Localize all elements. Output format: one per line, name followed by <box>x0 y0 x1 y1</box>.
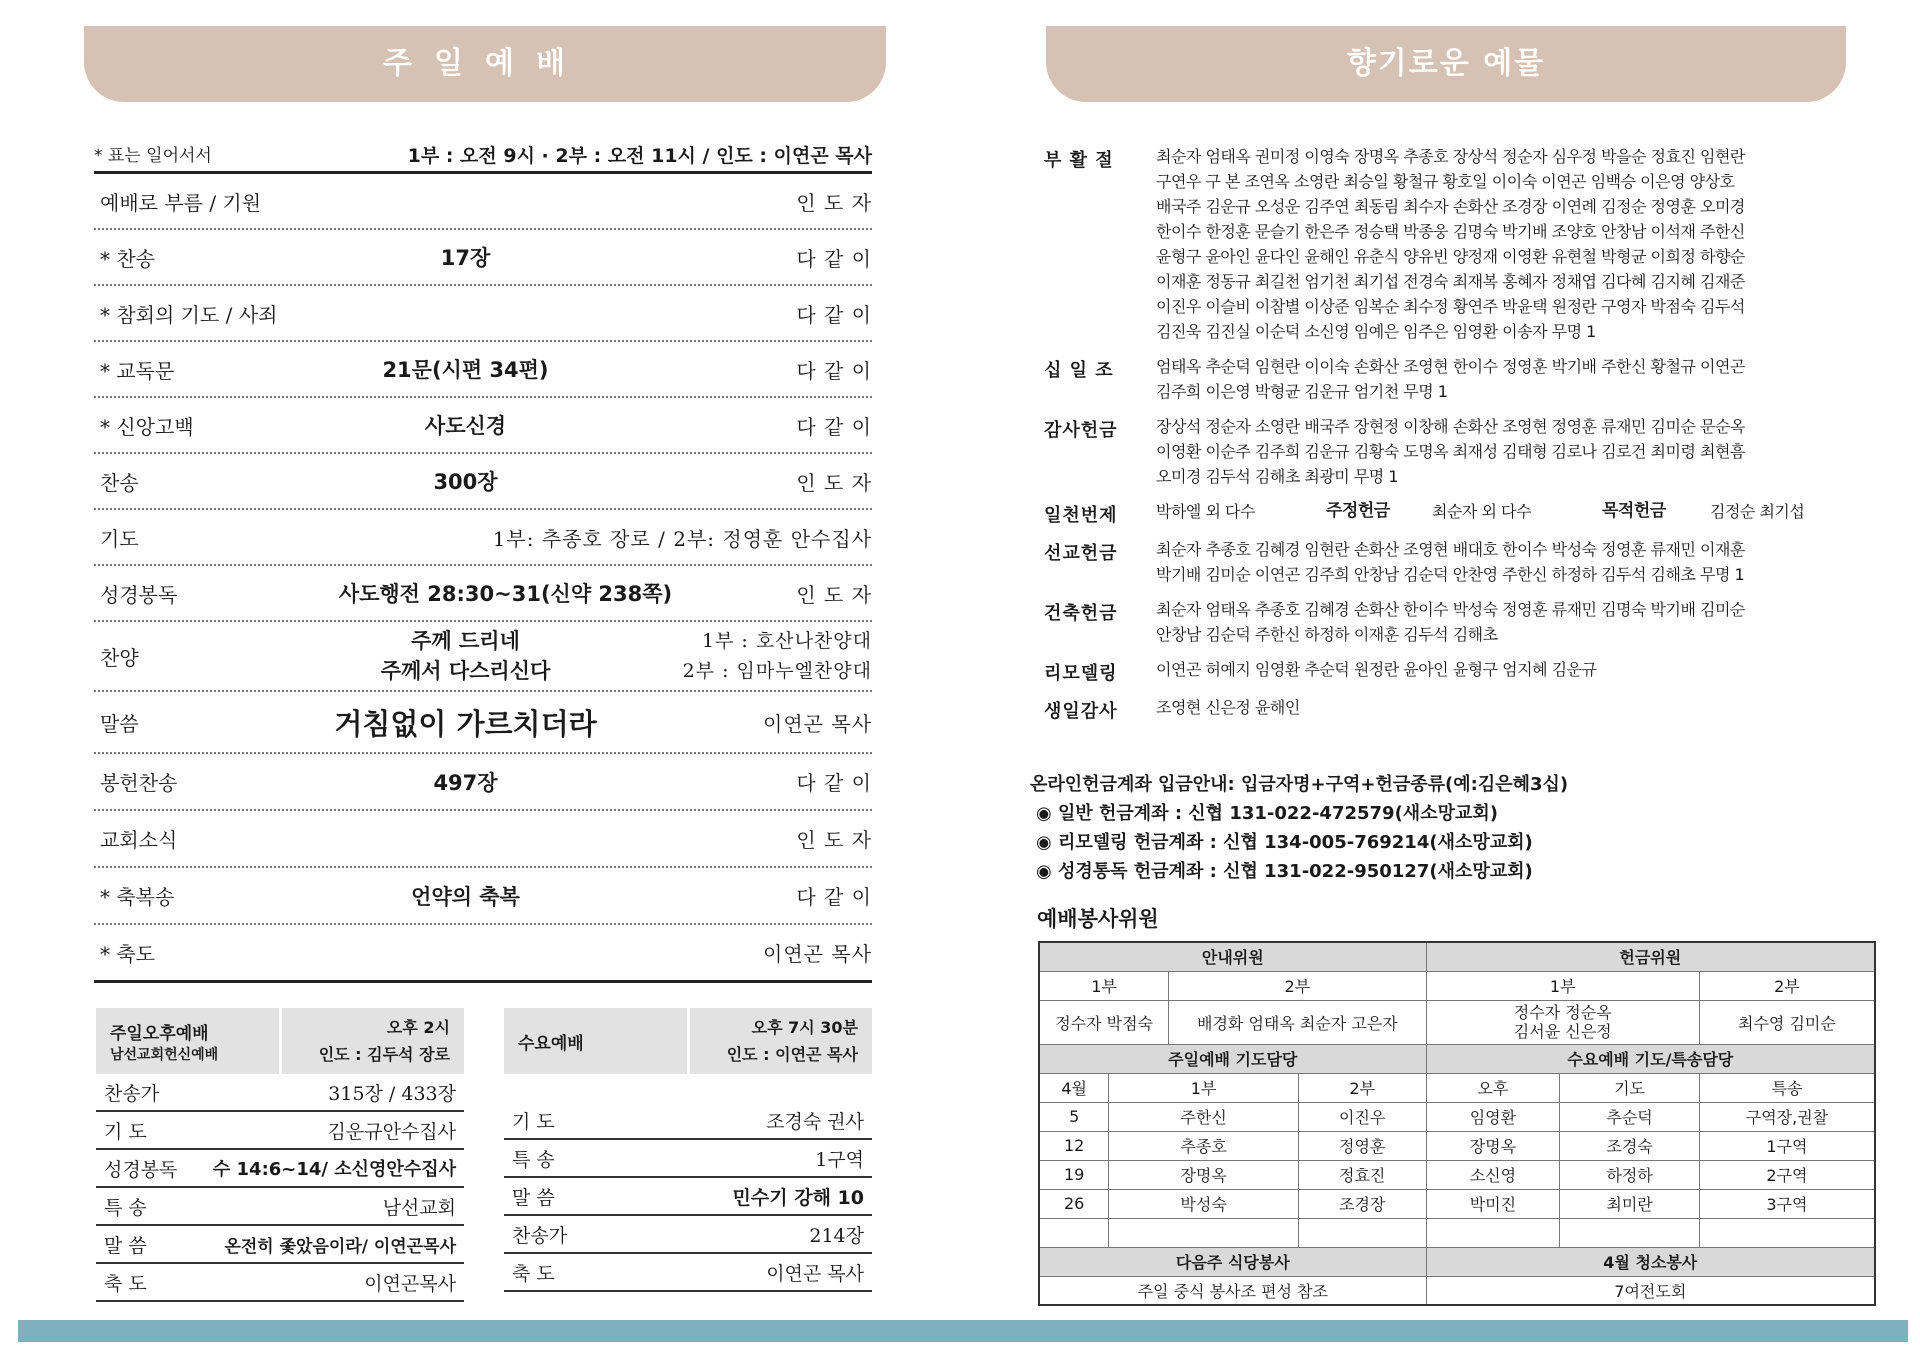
offering-names <box>1156 414 1864 489</box>
afternoon-row <box>96 1150 464 1188</box>
table-cell: 26 <box>1039 1189 1109 1218</box>
left-section-title: 주일예배 <box>84 26 886 102</box>
offering-row <box>1044 499 1864 527</box>
table-cell: 추순덕 <box>1560 1102 1700 1131</box>
item-label: 축 도 <box>512 1262 555 1285</box>
sunday-prayer-header: 주일예배 기도담당 <box>1039 1044 1426 1073</box>
wednesday-row <box>504 1178 872 1216</box>
afternoon-subtitle: 남선교회헌신예배 <box>110 1046 219 1063</box>
meal-header: 다음주 식당봉사 <box>1039 1247 1426 1276</box>
offering-header: 헌금위원 <box>1426 942 1875 971</box>
column-header: 기도 <box>1560 1073 1700 1102</box>
order-label: * 찬송 <box>100 246 155 271</box>
offering-category: 목적헌금 <box>1602 501 1666 521</box>
item-label: 성경봉독 <box>104 1158 178 1181</box>
item-value: 민수기 강해 10 <box>732 1186 864 1209</box>
order-row <box>94 925 872 983</box>
order-row <box>94 454 872 510</box>
worship-legend <box>94 139 872 174</box>
order-leader: 인 도 자 <box>796 470 872 495</box>
item-value: 214장 <box>809 1224 864 1247</box>
table-row <box>1039 971 1875 1000</box>
name-line: 조영현 신은정 윤해인 <box>1156 698 1300 717</box>
table-row <box>1039 1131 1875 1160</box>
name-line: 박기배 김미순 이연곤 김주희 안창남 김순덕 안찬영 주한신 하정하 김두석 김해초 무명 1 <box>1156 565 1745 584</box>
table-cell: 소신영 <box>1426 1160 1560 1189</box>
item-label: 말 씀 <box>104 1234 147 1257</box>
offering-category: 감사헌금 <box>1044 420 1118 441</box>
order-label: * 교독문 <box>100 358 175 383</box>
order-row <box>94 622 872 692</box>
order-label: 예배로 부름 / 기원 <box>100 190 262 215</box>
order-content: 사도신경 <box>424 414 507 438</box>
table-cell: 3구역 <box>1699 1189 1875 1218</box>
wednesday-leader: 인도 : 이연곤 목사 <box>726 1045 858 1064</box>
offering-names <box>1156 657 1864 685</box>
afternoon-row <box>96 1226 464 1264</box>
item-value: 1구역 <box>815 1148 864 1171</box>
offering-row <box>1044 597 1864 647</box>
table-cell: 박성숙 <box>1109 1189 1299 1218</box>
wednesday-title: 수요예배 <box>518 1033 584 1054</box>
order-content <box>309 626 622 686</box>
name-line: 최순자 외 다수 <box>1432 502 1531 521</box>
item-label: 기 도 <box>104 1120 147 1143</box>
order-content: 497장 <box>433 770 498 795</box>
name-line: 이재훈 정동규 최길천 엄기천 최기섭 전경숙 최재복 홍혜자 정채엽 김다혜 김지혜 김재준 <box>1156 272 1745 291</box>
order-row <box>94 868 872 925</box>
wednesday-row <box>504 1216 872 1254</box>
offering-list <box>1044 144 1864 733</box>
order-label: * 축도 <box>100 942 155 966</box>
name-line: 최순자 엄태옥 추종호 김혜경 손화산 한이수 박성숙 정영훈 류재민 김명숙 박기배 김미순 <box>1156 600 1745 619</box>
guide-header: 안내위원 <box>1039 942 1426 971</box>
afternoon-row <box>96 1188 464 1226</box>
name-line: 김진욱 김진실 이순덕 소신영 임예은 임주은 임영환 이송자 무명 1 <box>1156 322 1596 341</box>
order-label: 봉헌찬송 <box>100 771 178 795</box>
table-cell: 1구역 <box>1699 1131 1875 1160</box>
offering-row <box>1044 657 1864 685</box>
wednesday-row <box>504 1254 872 1292</box>
name-line: 이진우 이슬비 이참별 이상준 임복순 최수정 황연주 박윤택 원정란 구영자 박점숙 김두석 <box>1156 297 1745 316</box>
order-leader: 인 도 자 <box>796 582 872 607</box>
wednesday-service <box>504 1008 872 1292</box>
wednesday-time: 오후 7시 30분 <box>751 1018 858 1037</box>
anthem-2: 주께서 다스리신다 <box>380 659 551 683</box>
online-offering-accounts <box>1030 770 1568 886</box>
order-label: 성경봉독 <box>100 582 178 607</box>
order-row <box>94 692 872 754</box>
table-cell: 5 <box>1039 1102 1109 1131</box>
item-label: 축 도 <box>104 1272 147 1295</box>
name-line: 안창남 김순덕 주한신 하정하 이재훈 김두석 김해초 <box>1156 625 1498 644</box>
order-leader <box>622 626 872 686</box>
name-line: 김주희 이은영 박형균 김운규 엄기천 무명 1 <box>1156 382 1448 401</box>
table-cell: 정효진 <box>1298 1160 1426 1189</box>
table-row <box>1039 1102 1875 1131</box>
name-line: 윤형구 윤아인 윤다인 윤해인 유춘식 양유빈 양정재 이영환 유현철 박형균 이희정 하향순 <box>1156 247 1745 266</box>
order-row <box>94 174 872 230</box>
name-line: 박하엘 외 다수 <box>1156 502 1255 521</box>
item-label: 기 도 <box>512 1110 555 1133</box>
order-leader: 이연곤 목사 <box>763 711 872 736</box>
order-row <box>94 566 872 622</box>
offering-category: 리모델링 <box>1044 663 1118 684</box>
table-cell: 장명옥 <box>1426 1131 1560 1160</box>
column-header: 특송 <box>1699 1073 1875 1102</box>
order-label: * 참회의 기도 / 사죄 <box>100 302 278 327</box>
afternoon-time: 오후 2시 <box>386 1018 450 1037</box>
table-row <box>1039 1073 1875 1102</box>
order-label: * 축복송 <box>100 885 175 909</box>
footer-bar <box>18 1320 1908 1342</box>
part-label: 1부 <box>1039 971 1169 1000</box>
worship-order <box>94 139 872 983</box>
offering-names <box>1156 354 1864 404</box>
name-line: 이연곤 허예지 임영환 추순덕 원정란 윤아인 윤형구 엄지혜 김운규 <box>1156 660 1597 679</box>
item-value: 남선교회 <box>382 1196 456 1219</box>
column-header: 1부 <box>1109 1073 1299 1102</box>
accounts-title: 온라인헌금계좌 입금안내: 입금자명+구역+헌금종류(예:김은혜3십) <box>1030 774 1569 795</box>
item-label: 특 송 <box>512 1148 555 1171</box>
order-label: * 신앙고백 <box>100 414 194 439</box>
item-label: 찬송가 <box>104 1082 160 1105</box>
offering-category: 주정헌금 <box>1326 501 1390 521</box>
order-content: 언약의 축복 <box>411 884 520 909</box>
table-row <box>1039 1160 1875 1189</box>
table-cell: 하정하 <box>1560 1160 1700 1189</box>
offering-names <box>1156 537 1864 587</box>
table-cell: 2구역 <box>1699 1160 1875 1189</box>
name-line: 이영환 이순주 김주희 김운규 김황숙 도명옥 최재성 김태형 김로나 김로건 최미령 최현흠 <box>1156 442 1745 461</box>
name-line: 구연우 구 본 조연옥 소영란 최승일 황철규 황호일 이이숙 이연곤 임백승 이은영 양상호 <box>1156 172 1735 191</box>
name-line: 장상석 정순자 소영란 배국주 장현정 이창해 손화산 조영현 정영훈 류재민 김미순 문순옥 <box>1156 417 1745 436</box>
table-row <box>1039 1189 1875 1218</box>
offering-row <box>1044 695 1864 723</box>
order-leader: 이연곤 목사 <box>763 942 872 966</box>
order-content: 300장 <box>433 470 498 494</box>
part-label: 2부 <box>1169 971 1426 1000</box>
order-row <box>94 286 872 342</box>
table-cell: 장명옥 <box>1109 1160 1299 1189</box>
offering-names <box>1156 597 1864 647</box>
offering-category: 선교헌금 <box>1044 543 1118 564</box>
order-content: 사도행전 28:30~31(신약 238쪽) <box>338 582 673 606</box>
table-cell: 12 <box>1039 1131 1109 1160</box>
servants-table <box>1038 941 1876 1306</box>
afternoon-row <box>96 1112 464 1150</box>
table-cell: 조경숙 <box>1560 1131 1700 1160</box>
order-leader: 인 도 자 <box>796 828 872 852</box>
name-line: 한이수 한정훈 문슬기 한은주 정승택 박종웅 김명숙 박기배 조양호 안창남 이석재 주한신 <box>1156 222 1745 241</box>
offering-category: 건축헌금 <box>1044 603 1118 624</box>
order-leader: 다 같 이 <box>796 302 872 327</box>
offering-names <box>1156 499 1864 527</box>
afternoon-title: 주일오후예배 <box>110 1023 209 1044</box>
table-cell: 최미란 <box>1560 1189 1700 1218</box>
table-cell: 임영환 <box>1426 1102 1560 1131</box>
table-row <box>1039 1276 1875 1305</box>
table-cell: 구역장,권찰 <box>1699 1102 1875 1131</box>
table-cell: 정영훈 <box>1298 1131 1426 1160</box>
order-row <box>94 510 872 566</box>
cell-line: 김서윤 신은정 <box>1513 1022 1612 1041</box>
item-value: 315장 / 433장 <box>328 1082 456 1105</box>
order-content: 21문(시편 34편) <box>382 358 549 382</box>
afternoon-row <box>96 1074 464 1112</box>
offering-names <box>1156 695 1864 723</box>
column-header: 4월 <box>1039 1073 1109 1102</box>
anthem-1: 주께 드리네 <box>411 629 520 653</box>
table-cell: 주일 중식 봉사조 편성 참조 <box>1039 1276 1426 1305</box>
order-leader: 다 같 이 <box>796 246 872 271</box>
name-line: 김정순 최기섭 <box>1710 502 1805 521</box>
offering-row <box>1044 144 1864 344</box>
order-leader: 다 같 이 <box>796 885 872 909</box>
item-value: 수 14:6~14/ 소신영안수집사 <box>212 1159 456 1180</box>
name-line: 오미경 김두석 김해초 최광미 무명 1 <box>1156 467 1398 486</box>
order-label: 말씀 <box>100 711 139 736</box>
wednesday-row <box>504 1140 872 1178</box>
offering-row <box>1044 537 1864 587</box>
order-content: 17장 <box>440 246 491 270</box>
order-row <box>94 398 872 454</box>
item-value: 김운규안수집사 <box>327 1120 456 1143</box>
order-row <box>94 230 872 286</box>
wednesday-row <box>504 1102 872 1140</box>
offering-category: 십 일 조 <box>1044 360 1114 381</box>
wednesday-header <box>504 1008 872 1074</box>
sermon-title: 거침없이 가르치더라 <box>334 706 597 741</box>
right-section-title: 향기로운 예물 <box>1046 26 1846 102</box>
table-cell <box>1426 1000 1699 1044</box>
column-header: 오후 <box>1426 1073 1560 1102</box>
part-label: 2부 <box>1699 971 1875 1000</box>
order-label: 찬송 <box>100 470 139 495</box>
choir-2: 2부 : 임마누엘찬양대 <box>682 660 872 682</box>
item-label: 특 송 <box>104 1196 147 1219</box>
table-row <box>1039 1218 1875 1247</box>
item-value: 이연곤목사 <box>364 1272 456 1295</box>
column-header: 2부 <box>1298 1073 1426 1102</box>
table-cell: 19 <box>1039 1160 1109 1189</box>
table-cell: 정수자 박점숙 <box>1039 1000 1169 1044</box>
part-label: 1부 <box>1426 971 1699 1000</box>
standing-note: * 표는 일어서서 <box>94 146 212 166</box>
service-times: 1부 : 오전 9시 · 2부 : 오전 11시 / 인도 : 이연곤 목사 <box>407 145 872 167</box>
offering-row <box>1044 354 1864 404</box>
afternoon-header <box>96 1008 464 1074</box>
name-line: 배국주 김운규 오성운 김주연 최동림 최수자 손화산 조경장 이연례 김정순 정영훈 오미경 <box>1156 197 1745 216</box>
table-cell: 박미진 <box>1426 1189 1560 1218</box>
choir-1: 1부 : 호산나찬양대 <box>701 630 872 652</box>
table-cell: 주한신 <box>1109 1102 1299 1131</box>
item-value: 온전히 좇았음이라/ 이연곤목사 <box>224 1236 456 1257</box>
order-label: 기도 <box>100 526 139 551</box>
account-bible-reading: ◉ 성경통독 헌금계좌 : 신협 131-022-950127(새소망교회) <box>1036 861 1533 882</box>
name-line: 최순자 추종호 김혜경 임현란 손화산 조영현 배대호 한이수 박성숙 정영훈 류재민 이재훈 <box>1156 540 1745 559</box>
offering-category: 부 활 절 <box>1044 150 1114 171</box>
table-cell: 7여전도회 <box>1426 1276 1875 1305</box>
order-leader: 다 같 이 <box>796 358 872 383</box>
account-remodeling: ◉ 리모델링 헌금계좌 : 신협 134-005-769214(새소망교회) <box>1036 832 1533 853</box>
afternoon-leader: 인도 : 김두석 장로 <box>318 1045 450 1064</box>
order-leader: 다 같 이 <box>796 771 872 795</box>
wednesday-prayer-header: 수요예배 기도/특송담당 <box>1426 1044 1875 1073</box>
offering-category: 일천번제 <box>1044 505 1118 526</box>
name-line: 엄태옥 추순덕 임현란 이이숙 손화산 조영현 한이수 정영훈 박기배 주한신 황철규 이연곤 <box>1156 357 1745 376</box>
order-row <box>94 342 872 398</box>
table-row <box>1039 1000 1875 1044</box>
offering-row <box>1044 414 1864 489</box>
cleaning-header: 4월 청소봉사 <box>1426 1247 1875 1276</box>
table-cell: 최수영 김미순 <box>1699 1000 1875 1044</box>
afternoon-row <box>96 1264 464 1302</box>
table-row <box>1039 1247 1875 1276</box>
item-label: 말 씀 <box>512 1186 555 1209</box>
name-line: 최순자 엄태옥 권미정 이영숙 장명옥 추종호 장상석 정순자 심우정 박을순 정효진 임현란 <box>1156 147 1745 166</box>
account-general: ◉ 일반 헌금계좌 : 신협 131-022-472579(새소망교회) <box>1036 803 1498 824</box>
order-row <box>94 811 872 868</box>
order-leader: 1부: 추종호 장로 / 2부: 정영훈 안수집사 <box>492 526 872 551</box>
item-value: 이연곤 목사 <box>766 1262 864 1285</box>
order-label: 찬양 <box>100 645 139 670</box>
item-label: 찬송가 <box>512 1224 568 1247</box>
offering-names <box>1156 144 1864 344</box>
table-cell: 이진우 <box>1298 1102 1426 1131</box>
table-cell: 조경장 <box>1298 1189 1426 1218</box>
cell-line: 정수자 정순옥 <box>1513 1003 1612 1022</box>
offering-category: 생일감사 <box>1044 701 1118 722</box>
order-label: 교회소식 <box>100 828 178 852</box>
table-row <box>1039 1044 1875 1073</box>
table-cell: 배경화 엄태옥 최순자 고은자 <box>1169 1000 1426 1044</box>
table-cell: 추종호 <box>1109 1131 1299 1160</box>
item-value: 조경숙 권사 <box>766 1110 864 1133</box>
afternoon-service <box>96 1008 464 1302</box>
order-leader: 다 같 이 <box>796 414 872 439</box>
order-leader: 인 도 자 <box>796 190 872 215</box>
order-row <box>94 754 872 811</box>
servants-title: 예배봉사위원 <box>1037 907 1159 931</box>
table-row <box>1039 942 1875 971</box>
